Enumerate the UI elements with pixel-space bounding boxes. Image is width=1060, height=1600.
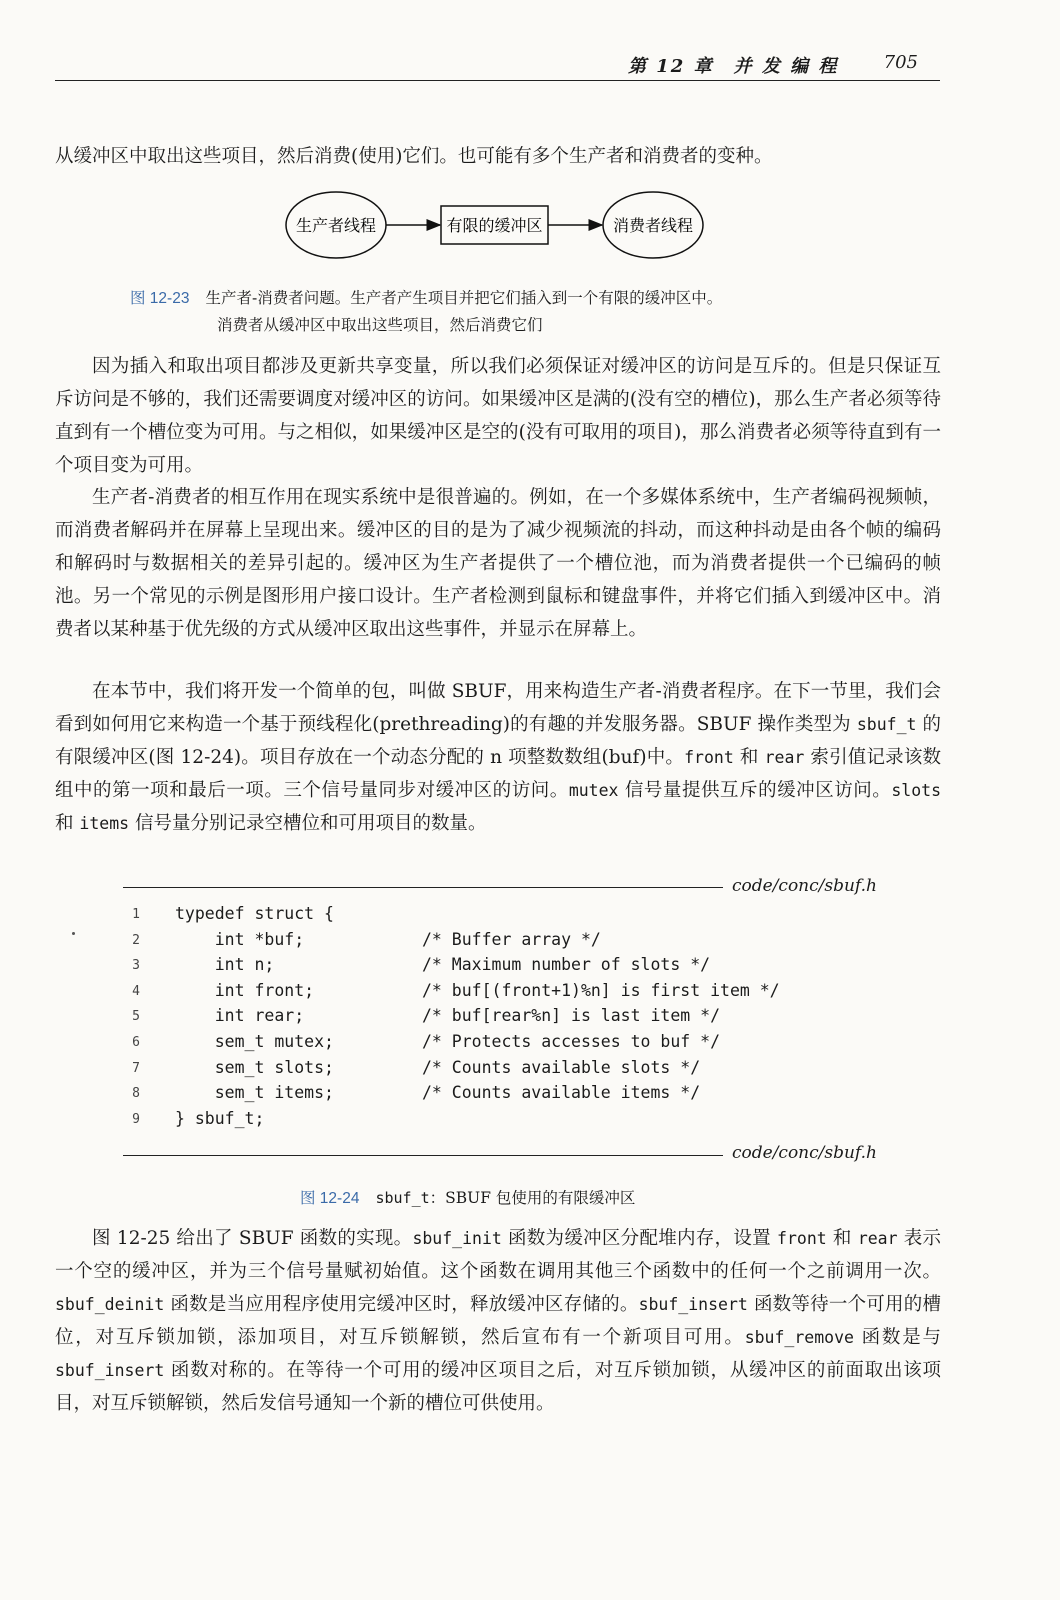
figure-12-23-caption <box>130 285 722 338</box>
code-span: sbuf_t <box>856 715 917 734</box>
paragraph-3 <box>55 675 941 840</box>
code-span: sbuf_remove <box>744 1328 854 1347</box>
producer-consumer-diagram <box>0 0 1060 280</box>
text-span: 函数是与 <box>853 1327 941 1348</box>
code-source: typedef struct { <box>175 904 334 923</box>
text-span: 和 <box>733 747 765 768</box>
text-span: 函数是当应用程序使用完缓冲区时，释放缓冲区存储的。 <box>164 1294 639 1315</box>
code-span: slots <box>891 781 941 800</box>
code-bottom-rule <box>123 1155 723 1156</box>
text-span: 索引值记录该数组中的第一项和最后一项。三个信号量同步对缓冲区的访问。 <box>55 747 941 801</box>
text-span: 和 <box>826 1228 858 1249</box>
code-line <box>120 904 880 930</box>
producer-label: 生产者线程 <box>295 216 377 235</box>
line-number: 3 <box>132 958 140 974</box>
text-span: 和 <box>55 813 80 834</box>
code-line <box>120 981 880 1007</box>
code-source: int n; <box>175 955 275 975</box>
code-source: sem_t slots; <box>175 1057 334 1077</box>
code-source: sem_t items; <box>175 1083 334 1103</box>
line-number: 6 <box>132 1034 140 1050</box>
line-number: 5 <box>132 1009 140 1025</box>
code-span: mutex <box>568 781 619 800</box>
code-file-label-bottom: code/conc/sbuf.h <box>732 1143 877 1163</box>
code-line <box>120 1058 880 1084</box>
code-comment: /* buf[rear%n] is last item */ <box>422 1006 721 1026</box>
scan-mark <box>72 932 75 935</box>
code-source: int rear; <box>175 1006 305 1026</box>
line-number: 1 <box>132 907 140 922</box>
buffer-label: 有限的缓冲区 <box>446 216 543 235</box>
code-comment: /* Counts available items */ <box>422 1083 701 1103</box>
code-source: sem_t mutex; <box>175 1031 334 1051</box>
code-file-label-top: code/conc/sbuf.h <box>732 876 877 896</box>
code-line <box>120 930 880 956</box>
code-listing <box>120 904 880 1134</box>
caption-text: ：SBUF 包使用的有限缓冲区 <box>429 1189 636 1207</box>
text-span: 函数等待一个可用的槽位，对互斥锁加锁，添加项目，对互斥锁解锁，然后宣布有一个新项目可用。 <box>55 1294 941 1348</box>
text-span: 函数为缓冲区分配堆内存，设置 <box>501 1228 778 1249</box>
page-number: 705 <box>883 52 918 73</box>
chapter-title: 第 12 章 并 发 编 程 <box>628 56 839 77</box>
text-span: 的有限缓冲区(图 12-24)。项目存放在一个动态分配的 n 项整数数组(buf)中。 <box>55 714 941 768</box>
caption-line-2: 消费者从缓冲区中取出这些项目，然后消费它们 <box>217 316 543 334</box>
text-span: 在本节中，我们将开发一个简单的包，叫做 SBUF，用来构造生产者-消费者程序。在下一节里，我们会看到如何用它来构造一个基于预线程化(prethreading)的有趣的并发服务器。SBUF 操作类型为 <box>55 681 941 735</box>
line-number: 8 <box>132 1086 140 1102</box>
code-span: rear <box>857 1229 898 1248</box>
code-comment: /* Maximum number of slots */ <box>422 955 711 975</box>
text-span: 信号量提供互斥的缓冲区访问。 <box>618 780 892 801</box>
paragraph-1: 因为插入和取出项目都涉及更新共享变量，所以我们必须保证对缓冲区的访问是互斥的。但是只保证互斥访问是不够的，我们还需要调度对缓冲区的访问。如果缓冲区是满的(没有空的槽位)，那么生产者必须等待直到有一个槽位变为可用。与之相似，如果缓冲区是空的(没有可取用的项目)，那么消费者必须等待直到有一个项目变为可用。 <box>55 356 941 476</box>
caption-line-1: 生产者-消费者问题。生产者产生项目并把它们插入到一个有限的缓冲区中。 <box>205 289 723 307</box>
code-line <box>120 1006 880 1032</box>
code-comment: /* Counts available slots */ <box>422 1057 701 1077</box>
figure-label: 图 12-23 <box>130 290 190 307</box>
text-span: 信号量分别记录空槽位和可用项目的数量。 <box>129 813 487 834</box>
code-span: sbuf_deinit <box>55 1295 165 1314</box>
code-comment: /* Buffer array */ <box>422 929 601 949</box>
figure-label: 图 12-24 <box>300 1190 360 1207</box>
code-line <box>120 1083 880 1109</box>
intro-line: 从缓冲区中取出这些项目，然后消费(使用)它们。也可能有多个生产者和消费者的变种。 <box>55 146 773 167</box>
line-number: 4 <box>132 983 140 999</box>
code-span: sbuf_insert <box>638 1295 748 1314</box>
paragraph-4 <box>55 1222 941 1420</box>
code-comment: /* Protects accesses to buf */ <box>422 1031 721 1051</box>
code-span: sbuf_init <box>412 1229 502 1248</box>
line-number: 9 <box>132 1111 140 1127</box>
code-top-rule <box>123 887 723 888</box>
line-number: 2 <box>132 932 140 948</box>
figure-12-24-caption <box>300 1185 635 1212</box>
line-number: 7 <box>132 1060 140 1076</box>
code-source: } sbuf_t; <box>175 1108 265 1128</box>
code-span: front <box>777 1229 827 1248</box>
text-span: 函数对称的。在等待一个可用的缓冲区项目之后，对互斥锁加锁，从缓冲区的前面取出该项目，对互斥锁解锁，然后发信号通知一个新的槽位可供使用。 <box>55 1360 941 1414</box>
text-span: 图 12-25 给出了 SBUF 函数的实现。 <box>92 1228 413 1249</box>
code-span: front <box>684 748 734 767</box>
code-line <box>120 955 880 981</box>
paragraph-2: 生产者-消费者的相互作用在现实系统中是很普遍的。例如，在一个多媒体系统中，生产者编码视频帧，而消费者解码并在屏幕上呈现出来。缓冲区的目的是为了减少视频流的抖动，而这种抖动是由各个帧的编码和解码时与数据相关的差异引起的。缓冲区为生产者提供了一个槽位池，而为消费者提供一个已编码的帧池。另一个常见的示例是图形用户接口设计。生产者检测到鼠标和键盘事件，并将它们插入到缓冲区中。消费者以某种基于优先级的方式从缓冲区取出这些事件，并显示在屏幕上。 <box>55 487 941 640</box>
caption-code: sbuf_t <box>375 1189 430 1207</box>
code-source: int front; <box>175 980 315 1000</box>
code-line <box>120 1032 880 1058</box>
code-span: items <box>79 814 130 833</box>
code-line <box>120 1109 880 1135</box>
code-span: sbuf_insert <box>55 1361 165 1380</box>
code-comment: /* buf[(front+1)%n] is first item */ <box>422 980 780 1000</box>
code-span: rear <box>764 748 805 767</box>
code-source: int *buf; <box>175 929 305 949</box>
text-span: 表示一个空的缓冲区，并为三个信号量赋初始值。这个函数在调用其他三个函数中的任何一个之前调用一次。 <box>55 1228 941 1282</box>
consumer-label: 消费者线程 <box>612 216 694 235</box>
